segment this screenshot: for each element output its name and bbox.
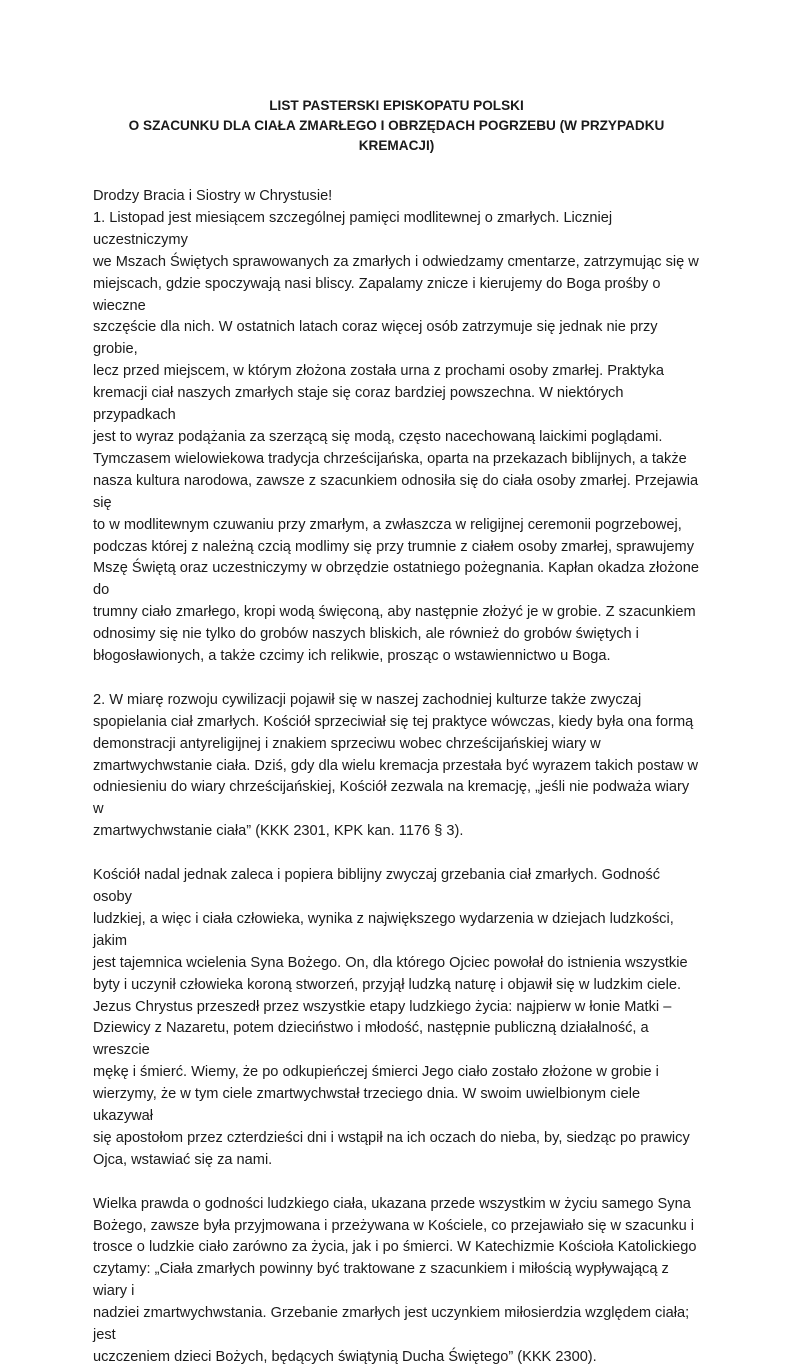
document-title-line-1: LIST PASTERSKI EPISKOPATU POLSKI: [269, 98, 524, 113]
greeting: Drodzy Bracia i Siostry w Chrystusie!: [93, 188, 333, 204]
paragraph-4: Wielka prawda o godności ludzkiego ciała, ukazana przede wszystkim w życiu samego Syna Bożego, zawsze była przyjmowana i przeżywana w Kościele, co przejawiało się w szacunku i trosce o ludzkie ciało zarówno za życia, jak i po śmierci. W Katechizmie Kościoła Katolickiego czytamy: „Ciała zmarłych powinny być traktowane z szacunkiem i miłością wypływającą z wiary i nadziei zmartwychwstania. Grzebanie zmarłych jest uczynkiem miłosierdzia względem ciała; jest uczczeniem dzieci Bożych, będących świątynią Ducha Świętego” (KKK 2300).: [93, 1195, 697, 1365]
document-title-line-2: O SZACUNKU DLA CIAŁA ZMARŁEGO I OBRZĘDACH POGRZEBU (W PRZYPADKU KREMACJI): [128, 118, 665, 153]
document-body: [93, 186, 700, 1369]
paragraph-3: Kościół nadal jednak zaleca i popiera biblijny zwyczaj grzebania ciał zmarłych. Godność osoby ludzkiej, a więc i ciała człowieka, wynika z największego wydarzenia w dziejach ludzkości, jakim jest tajemnica wcielenia Syna Bożego. On, dla którego Ojciec powołał do istnienia wszystkie byty i uczynił człowieka koroną stworzeń, przyjął ludzką naturę i objawił się w ludzkim ciele. Jezus Chrystus przeszedł przez wszystkie etapy ludzkiego życia: najpierw w łonie Matki – Dziewicy z Nazaretu, potem dzieciństwo i młodość, następnie publiczną działalność, a wreszcie mękę i śmierć. Wiemy, że po odkupieńczej śmierci Jego ciało zostało złożone w grobie i wierzymy, że w tym ciele zmartwychwstał trzeciego dnia. W swoim uwielbionym ciele ukazywał się apostołom przez czterdzieści dni i wstąpił na ich oczach do nieba, by, siedząc po prawicy Ojca, wstawiać się za nami.: [93, 867, 690, 1168]
paragraph-1: 1. Listopad jest miesiącem szczególnej pamięci modlitewnej o zmarłych. Liczniej uczestniczymy we Mszach Świętych sprawowanych za zmarłych i odwiedzamy cmentarze, zatrzymując się w miejscach, gdzie spoczywają nasi bliscy. Zapalamy znicze i kierujemy do Boga prośby o wieczne szczęście dla nich. W ostatnich latach coraz więcej osób zatrzymuje się jednak nie przy grobie, lecz przed miejscem, w którym złożona została urna z prochami osoby zmarłej. Praktyka kremacji ciał naszych zmarłych staje się coraz bardziej powszechna. W niektórych przypadkach jest to wyraz podążania za szerzącą się modą, często nacechowaną laickimi poglądami. Tymczasem wielowiekowa tradycja chrześcijańska, oparta na przekazach biblijnych, a także nasza kultura narodowa, zawsze z szacunkiem odnosiła się do ciała osoby zmarłej. Przejawia się to w modlitewnym czuwaniu przy zmarłym, a zwłaszcza w religijnej ceremonii pogrzebowej, podczas której z należną czcią modlimy się przy trumnie z ciałem osoby zmarłej, sprawujemy Mszę Świętą oraz uczestniczymy w obrzędzie ostatniego pożegnania. Kapłan okadza złożone do trumny ciało zmarłego, kropi wodą święconą, aby następnie złożyć je w grobie. Z szacunkiem odnosimy się nie tylko do grobów naszych bliskich, ale również do grobów świętych i błogosławionych, a także czcimy ich relikwie, prosząc o wstawiennictwo u Boga.: [93, 209, 699, 665]
paragraph-2: 2. W miarę rozwoju cywilizacji pojawił się w naszej zachodniej kulturze także zwyczaj spopielania ciał zmarłych. Kościół sprzeciwiał się tej praktyce wówczas, kiedy była ona formą demonstracji antyreligijnej i znakiem sprzeciwu wobec chrześcijańskiej wiary w zmartwychwstanie ciała. Dziś, gdy dla wielu kremacja przestała być wyrazem takich postaw w odniesieniu do wiary chrześcijańskiej, Kościół zezwala na kremację, „jeśli nie podważa wiary w zmartwychwstanie ciała” (KKK 2301, KPK kan. 1176 § 3).: [93, 691, 699, 840]
